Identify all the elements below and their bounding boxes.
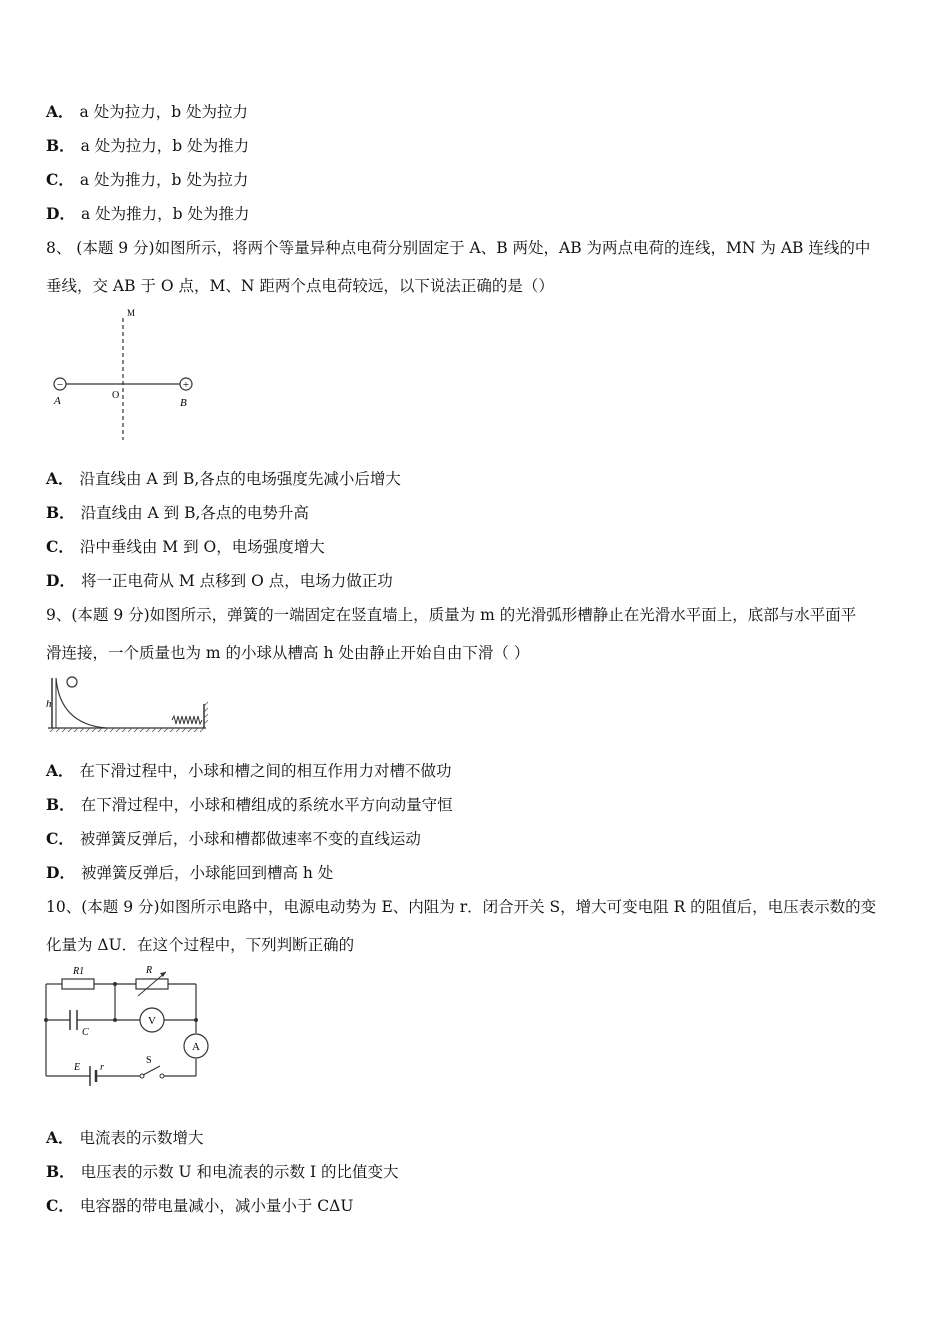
q8-option-c <box>46 537 325 557</box>
option-letter: D． <box>46 204 75 223</box>
label-r-internal: r <box>100 1062 104 1073</box>
q7-option-b <box>46 136 249 156</box>
minus-sign: − <box>56 379 64 391</box>
label-b: B <box>180 397 187 409</box>
q9-option-c <box>46 829 421 849</box>
q8-stem-line1: 8、 (本题 9 分)如图所示，将两个等量异种点电荷分别固定于 A、B 两处，AB 为两点电荷的连线，MN 为 AB 连线的中 <box>46 239 871 257</box>
q10-option-c <box>46 1196 353 1216</box>
label-o: O <box>112 390 120 401</box>
option-text: 将一正电荷从 M 点移到 O 点，电场力做正功 <box>80 572 393 590</box>
option-letter: A． <box>46 761 74 780</box>
option-letter: A． <box>46 102 74 121</box>
option-letter: B． <box>46 1162 75 1181</box>
junction-dot <box>113 982 117 986</box>
q9-stem-line2: 滑连接，一个质量也为 m 的小球从槽高 h 处由静止开始自由下滑（ ） <box>46 644 530 662</box>
q7-option-d <box>46 204 249 224</box>
q8-option-a <box>46 469 401 489</box>
option-letter: B． <box>46 136 75 155</box>
label-ammeter: A <box>192 1041 200 1053</box>
option-text: 在下滑过程中，小球和槽组成的系统水平方向动量守恒 <box>80 796 453 814</box>
option-text: a 处为推力，b 处为推力 <box>80 205 250 223</box>
plus-sign: + <box>182 379 190 391</box>
junction-dot <box>194 1018 198 1022</box>
option-text: a 处为拉力，b 处为推力 <box>80 137 250 155</box>
switch-contact <box>160 1074 164 1078</box>
q9-slope-figure <box>44 672 214 736</box>
option-text: 电压表的示数 U 和电流表的示数 I 的比值变大 <box>80 1163 399 1181</box>
option-text: 电容器的带电量减小，减小量小于 CΔU <box>79 1197 354 1215</box>
q10-circuit-figure <box>40 960 212 1090</box>
label-v: V <box>148 1015 156 1027</box>
q9-stem-line1: 9、(本题 9 分)如图所示，弹簧的一端固定在竖直墙上，质量为 m 的光滑弧形槽静止在光滑水平面上，底部与水平面平 <box>46 606 857 624</box>
option-text: 沿直线由 A 到 B,各点的电势升高 <box>80 504 309 522</box>
option-letter: B． <box>46 795 75 814</box>
label-s: S <box>146 1055 152 1066</box>
label-m: M <box>127 308 136 318</box>
q7-option-c <box>46 170 248 190</box>
label-c: C <box>82 1027 89 1038</box>
option-text: 在下滑过程中，小球和槽之间的相互作用力对槽不做功 <box>79 762 452 780</box>
option-text: 沿中垂线由 M 到 O，电场强度增大 <box>79 538 325 556</box>
option-text: a 处为推力，b 处为拉力 <box>79 171 249 189</box>
q7-option-a <box>46 102 248 122</box>
q8-charge-figure <box>46 306 206 446</box>
q10-option-a <box>46 1128 204 1148</box>
q10-option-b <box>46 1162 399 1182</box>
q9-option-a <box>46 761 452 781</box>
q8-stem-line2: 垂线，交 AB 于 O 点，M、N 距两个点电荷较远，以下说法正确的是（） <box>46 277 554 295</box>
groove-arc <box>56 678 106 728</box>
option-text: 被弹簧反弹后，小球和槽都做速率不变的直线运动 <box>79 830 421 848</box>
resistor-r1 <box>62 979 94 989</box>
junction-dot <box>44 1018 48 1022</box>
option-text: a 处为拉力，b 处为拉力 <box>79 103 249 121</box>
label-r1: R1 <box>73 966 85 977</box>
option-letter: D． <box>46 863 75 882</box>
switch-lever-icon <box>143 1066 160 1075</box>
q8-option-d <box>46 571 393 591</box>
label-r: R <box>146 965 153 976</box>
option-letter: C． <box>46 537 74 556</box>
q10-stem-line2: 化量为 ΔU．在这个过程中，下列判断正确的 <box>46 936 355 954</box>
option-letter: A． <box>46 469 74 488</box>
option-text: 电流表的示数增大 <box>79 1129 204 1147</box>
option-letter: B． <box>46 503 75 522</box>
label-a: A <box>54 395 61 407</box>
q9-option-b <box>46 795 453 815</box>
ball-icon <box>67 677 77 687</box>
option-text: 被弹簧反弹后，小球能回到槽高 h 处 <box>80 864 334 882</box>
option-text: 沿直线由 A 到 B,各点的电场强度先减小后增大 <box>79 470 401 488</box>
option-letter: C． <box>46 1196 74 1215</box>
q9-option-d <box>46 863 333 883</box>
option-letter: A． <box>46 1128 74 1147</box>
spring-icon <box>172 716 202 724</box>
junction-dot <box>113 1018 117 1022</box>
option-letter: C． <box>46 170 74 189</box>
option-letter: D． <box>46 571 75 590</box>
label-h: h <box>46 698 52 710</box>
q10-stem-line1: 10、(本题 9 分)如图所示电路中，电源电动势为 E、内阻为 r．闭合开关 S，增大可变电阻 R 的阻值后，电压表示数的变 <box>46 898 877 916</box>
q8-option-b <box>46 503 309 523</box>
option-letter: C． <box>46 829 74 848</box>
label-e: E <box>74 1062 81 1073</box>
